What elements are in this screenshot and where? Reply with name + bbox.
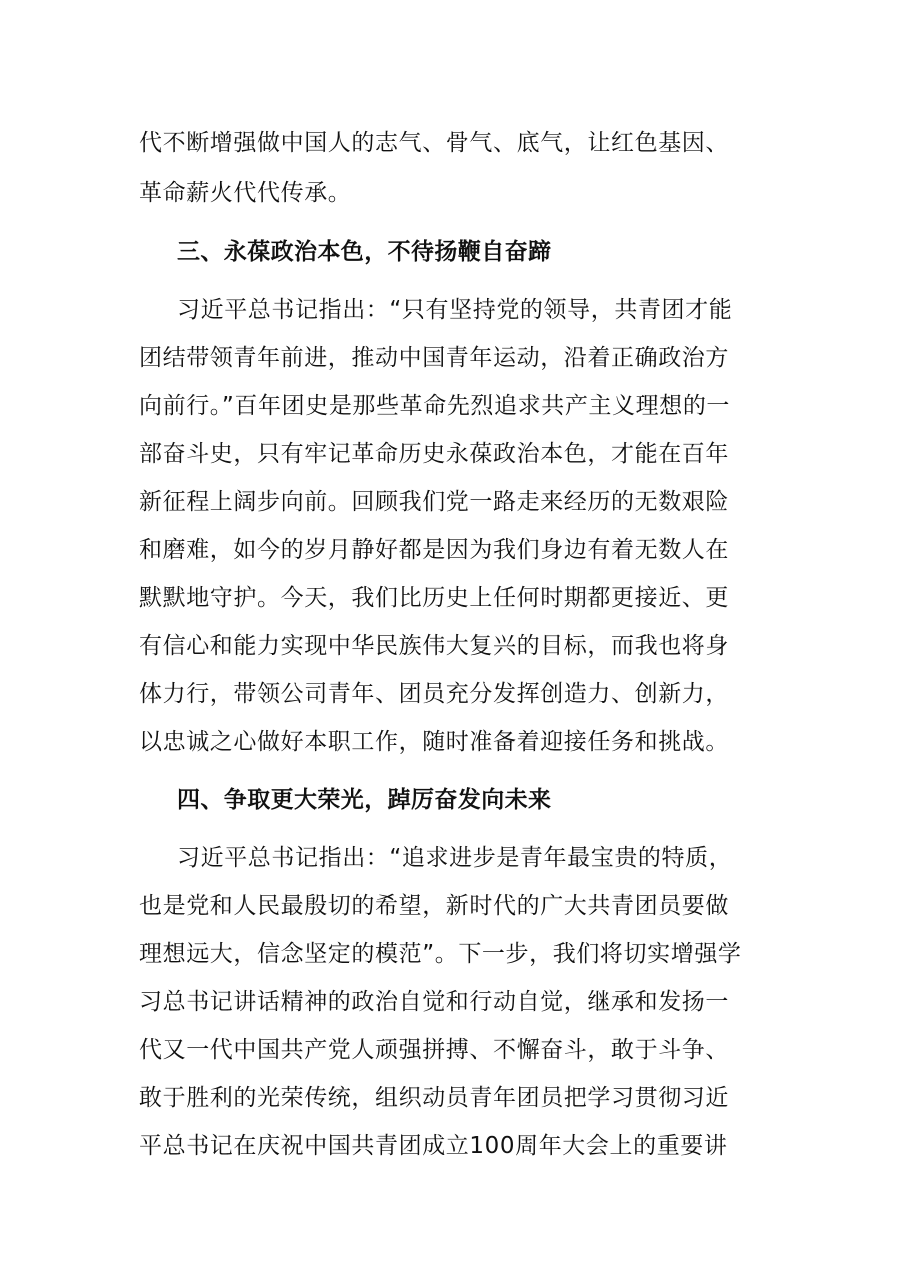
- paragraph-line: 和磨难，如今的岁月静好都是因为我们身边有着无数人在: [139, 537, 729, 563]
- paragraph-line: 以忠诚之心做好本职工作，随时准备着迎接任务和挑战。: [139, 729, 729, 755]
- paragraph-line: 新征程上阔步向前。回顾我们党一路走来经历的无数艰险: [139, 489, 729, 515]
- paragraph-line: 有信心和能力实现中华民族伟大复兴的目标，而我也将身: [139, 633, 729, 659]
- paragraph-line: 习近平总书记指出：“追求进步是青年最宝贵的特质，: [177, 845, 733, 871]
- paragraph-line: 革命薪火代代传承。: [139, 180, 352, 206]
- paragraph-line: 习近平总书记指出：“只有坚持党的领导，共青团才能: [177, 297, 733, 323]
- section-heading-4: 四、争取更大荣光，踔厉奋发向未来: [177, 787, 552, 813]
- paragraph-line: 体力行，带领公司青年、团员充分发挥创造力、创新力，: [139, 681, 729, 707]
- paragraph-line: 团结带领青年前进，推动中国青年运动，沿着正确政治方: [139, 345, 729, 371]
- paragraph-line: 默默地守护。今天，我们比历史上任何时期都更接近、更: [139, 585, 729, 611]
- paragraph-line: 理想远大，信念坚定的模范”。下一步，我们将切实增强学: [139, 941, 742, 967]
- paragraph-line: 平总书记在庆祝中国共青团成立100周年大会上的重要讲: [139, 1133, 728, 1159]
- paragraph-line: 向前行。”百年团史是那些革命先烈追求共产主义理想的一: [139, 393, 731, 419]
- paragraph-line: 习总书记讲话精神的政治自觉和行动自觉，继承和发扬一: [139, 989, 729, 1015]
- section-heading-3: 三、永葆政治本色，不待扬鞭自奋蹄: [177, 239, 552, 265]
- paragraph-line: 代又一代中国共产党人顽强拼搏、不懈奋斗，敢于斗争、: [139, 1037, 729, 1063]
- paragraph-line: 敢于胜利的光荣传统，组织动员青年团员把学习贯彻习近: [139, 1085, 729, 1111]
- paragraph-line: 代不断增强做中国人的志气、骨气、底气，让红色基因、: [139, 130, 729, 156]
- paragraph-line: 部奋斗史，只有牢记革命历史永葆政治本色，才能在百年: [139, 441, 729, 467]
- paragraph-line: 也是党和人民最殷切的希望，新时代的广大共青团员要做: [139, 893, 729, 919]
